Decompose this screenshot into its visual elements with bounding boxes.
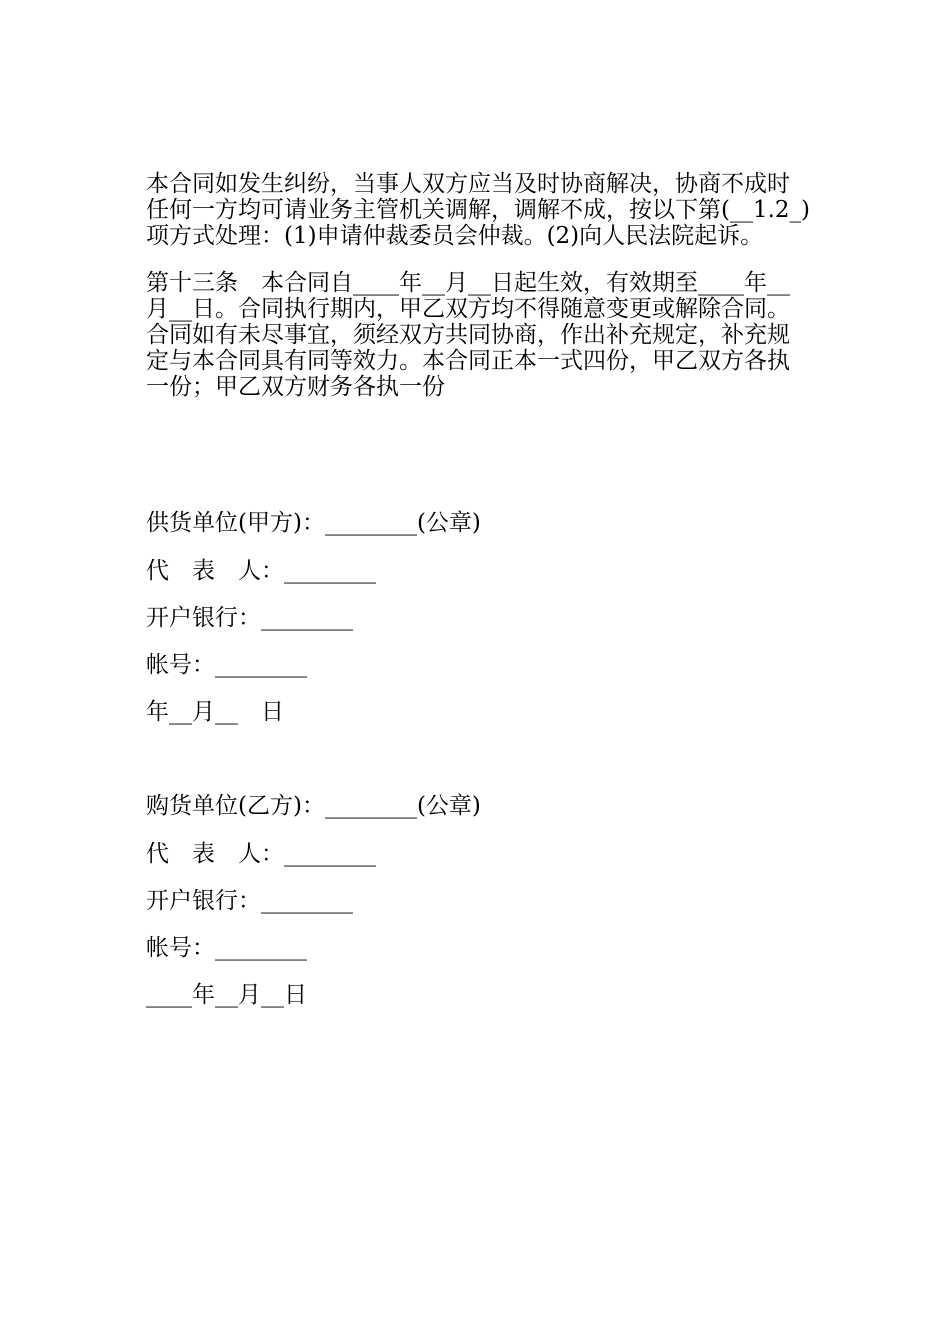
purchaser-account-line: 帐号：________ (146, 935, 307, 961)
purchaser-representative-line: 代 表 人：________ (146, 841, 376, 867)
supplier-bank-line: 开户银行：________ (146, 605, 353, 631)
supplier-representative-line: 代 表 人：________ (146, 558, 376, 584)
supplier-account-line: 帐号：________ (146, 652, 307, 678)
purchaser-date-line: ____年__月__日 (146, 982, 307, 1008)
purchaser-unit-line: 购货单位(乙方)：________(公章) (146, 793, 481, 819)
purchaser-bank-line: 开户银行：________ (146, 888, 353, 914)
supplier-unit-line: 供货单位(甲方)：________(公章) (146, 510, 481, 536)
article-13-clause: 第十三条 本合同自____年__月__日起生效，有效期至____年__月__日。合同执行期内，甲乙双方均不得随意变更或解除合同。合同如有未尽事宜，须经双方共同协商，作出补充规定，补充规定与本合同具有同等效力。本合同正本一式四份，甲乙双方各执一份；甲乙双方财务各执一份 (146, 270, 790, 400)
dispute-resolution-clause: 本合同如发生纠纷，当事人双方应当及时协商解决，协商不成时任何一方均可请业务主管机关调解，调解不成，按以下第(__1.2_)项方式处理：(1)申请仲裁委员会仲裁。(2)向人民法院起诉。 (146, 171, 811, 249)
supplier-date-line: 年__月__ 日 (146, 699, 284, 725)
